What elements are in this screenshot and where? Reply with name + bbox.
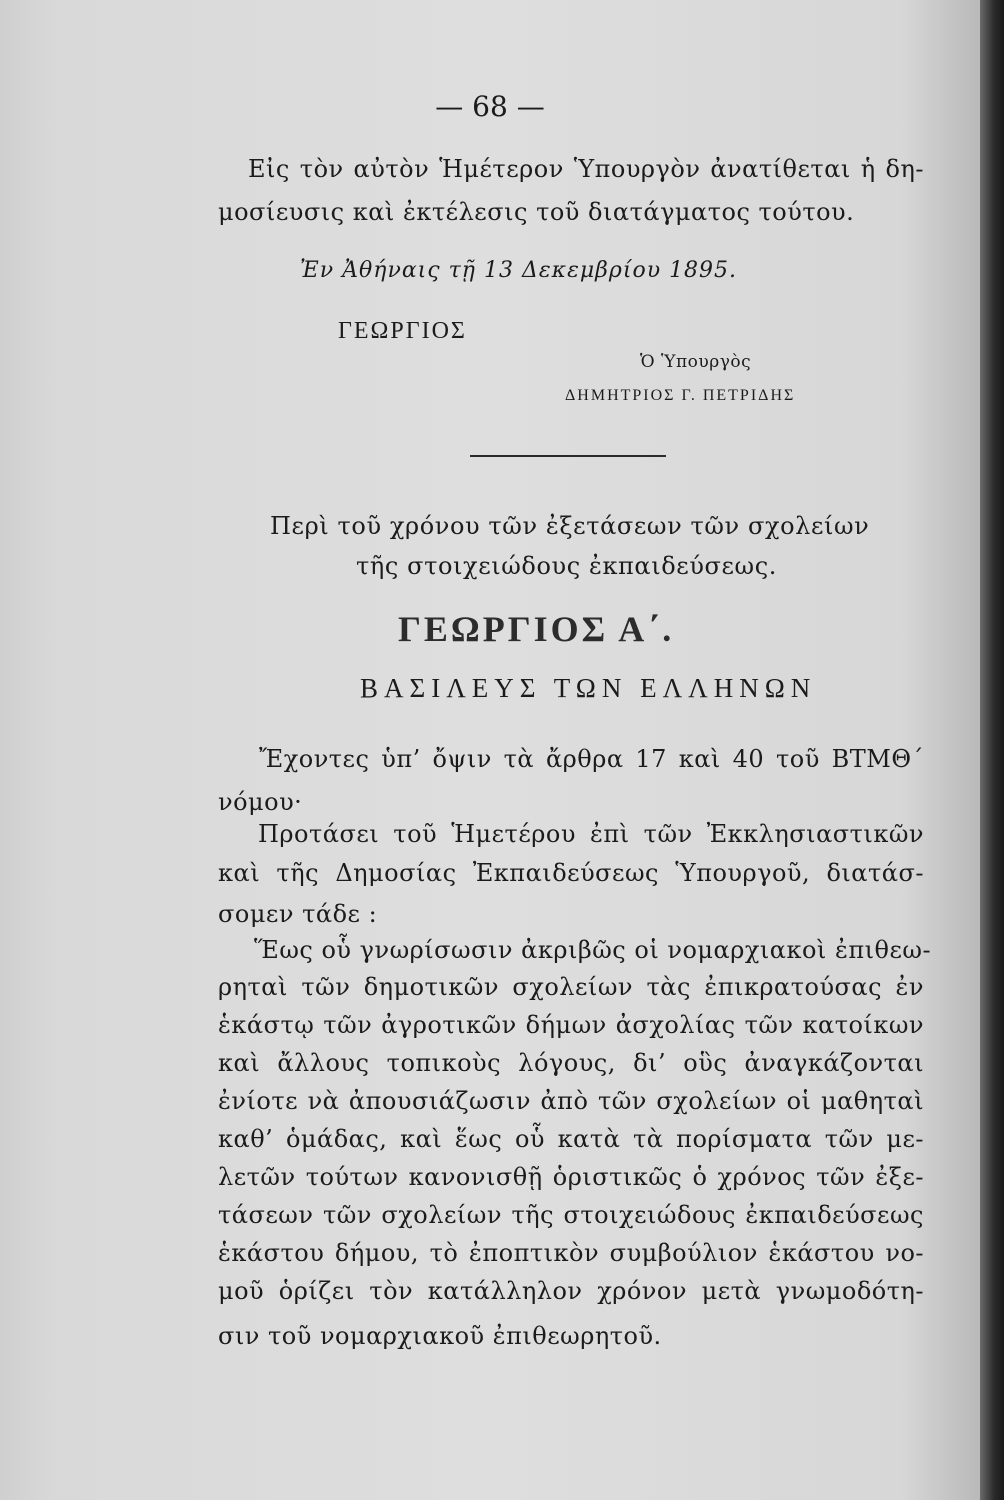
decree2-heading-line-1: Περὶ τοῦ χρόνου τῶν ἐξετάσεων τῶν σχολείων bbox=[270, 512, 870, 540]
decree1-line-1: Εἰς τὸν αὐτὸν Ἡμέτερον Ὑπουργὸν ἀνατίθεται ἡ δη- bbox=[248, 155, 924, 183]
body-line-7: ρηταὶ τῶν δημοτικῶν σχολείων τὰς ἐπικρατούσας ἐν bbox=[218, 973, 924, 1001]
kingdom-subtitle: ΒΑΣΙΛΕΥΣ ΤΩΝ ΕΛΛΗΝΩΝ bbox=[360, 673, 817, 703]
body-line-9: καὶ ἄλλους τοπικοὺς λόγους, δι’ οὓς ἀναγκάζονται bbox=[218, 1049, 924, 1077]
body-line-10: ἐνίοτε νὰ ἀπουσιάζωσιν ἀπὸ τῶν σχολείων οἱ μαθηταὶ bbox=[218, 1087, 924, 1115]
page-edge-shadow bbox=[980, 0, 1004, 1500]
body-line-11: καθ’ ὁμάδας, καὶ ἕως οὗ κατὰ τὰ πορίσματα τῶν με- bbox=[218, 1125, 924, 1153]
body-line-8: ἑκάστῳ τῶν ἀγροτικῶν δήμων ἀσχολίας τῶν κατοίκων bbox=[218, 1011, 924, 1039]
page-number: — 68 — bbox=[435, 90, 545, 123]
body-line-5: σομεν τάδε : bbox=[218, 900, 378, 928]
body-line-1: Ἔχοντες ὑπ’ ὄψιν τὰ ἄρθρα 17 καὶ 40 τοῦ ΒΤΜΘ΄ bbox=[259, 745, 924, 773]
body-line-4: καὶ τῆς Δημοσίας Ἐκπαιδεύσεως Ὑπουργοῦ, διατάσ- bbox=[218, 859, 924, 887]
minister-title: Ὁ Ὑπουργὸς bbox=[640, 352, 752, 372]
body-line-2: νόμου· bbox=[218, 788, 303, 816]
body-line-14: ἑκάστου δήμου, τὸ ἐποπτικὸν συμβούλιον ἑκάστου νο- bbox=[218, 1239, 924, 1267]
body-line-12: λετῶν τούτων κανονισθῇ ὁριστικῶς ὁ χρόνος τῶν ἐξε- bbox=[218, 1163, 924, 1191]
body-line-6: Ἕως οὗ γνωρίσωσιν ἀκριβῶς οἱ νομαρχιακοὶ ἐπιθεω- bbox=[254, 936, 932, 964]
decree2-heading-line-2: τῆς στοιχειώδους ἐκπαιδεύσεως. bbox=[356, 552, 777, 580]
body-line-3: Προτάσει τοῦ Ἡμετέρου ἐπὶ τῶν Ἐκκλησιαστικῶν bbox=[258, 820, 924, 848]
body-line-15: μοῦ ὁρίζει τὸν κατάλληλον χρόνον μετὰ γνωμοδότη- bbox=[218, 1277, 924, 1305]
king-signature: ΓΕΩΡΓΙΟΣ bbox=[338, 318, 467, 344]
minister-name: ΔΗΜΗΤΡΙΟΣ Γ. ΠΕΤΡΙΔΗΣ bbox=[565, 387, 796, 404]
body-line-13: τάσεων τῶν σχολείων τῆς στοιχειώδους ἐκπαιδεύσεως bbox=[218, 1201, 924, 1229]
decree1-line-2: μοσίευσις καὶ ἐκτέλεσις τοῦ διατάγματος τούτου. bbox=[218, 198, 855, 226]
section-divider bbox=[470, 455, 666, 457]
place-date: Ἐν Ἀθήναις τῇ 13 Δεκεμβρίου 1895. bbox=[300, 258, 738, 283]
king-title: ΓΕΩΡΓΙΟΣ Α΄. bbox=[398, 609, 675, 649]
body-line-16: σιν τοῦ νομαρχιακοῦ ἐπιθεωρητοῦ. bbox=[218, 1322, 662, 1350]
